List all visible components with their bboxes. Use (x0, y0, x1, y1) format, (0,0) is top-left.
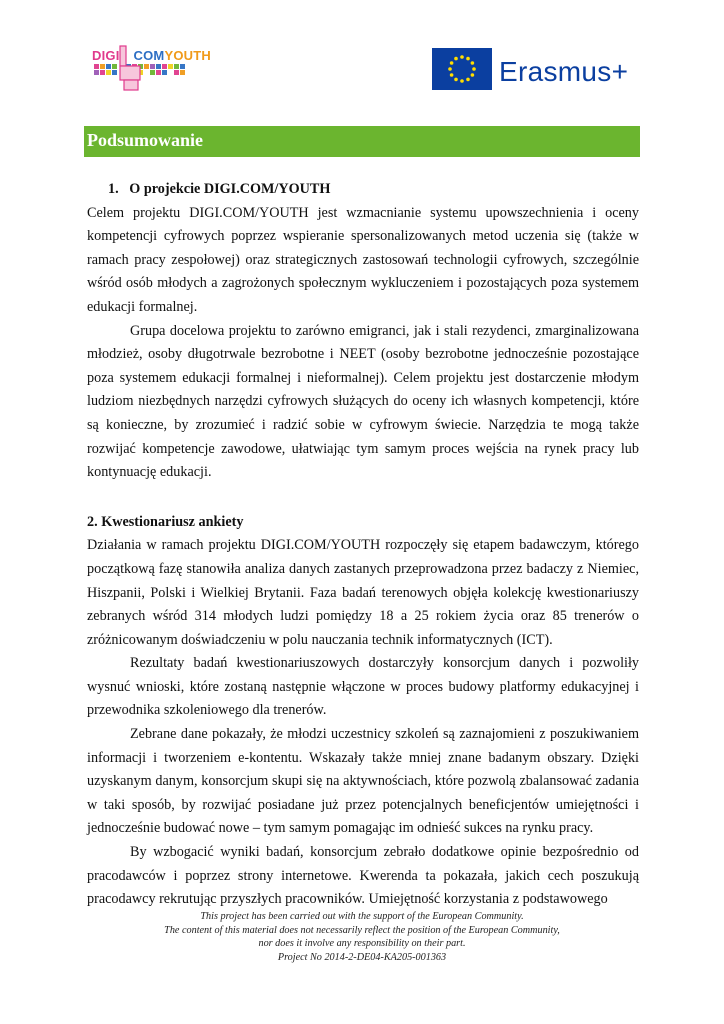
section-1-paragraph-1: Celem projektu DIGI.COM/YOUTH jest wzmacnianie systemu upowszechnienia i oceny kompetencji cyfrowych poprzez wspieranie spersonalizowanych metod uczenia się (także w ramach pracy zespołowej) oraz strategicznych zastosowań technologii cyfrowych, szczególnie wśród osób młodych a zagrożonych społecznym wykluczeniem i pozostających poza systemem edukacji formalnej. (87, 204, 639, 315)
footer-line-3: nor does it involve any responsibility on their part. (258, 938, 466, 950)
eu-flag-icon (432, 48, 492, 90)
document-body (87, 178, 639, 912)
section-title-bar (84, 126, 640, 157)
page-footer (84, 910, 640, 964)
footer-line-1: This project has been carried out with the support of the European Community. (200, 911, 524, 922)
digicomyouth-logo (92, 42, 211, 94)
section-2-paragraph-1: Działania w ramach projektu DIGI.COM/YOUTH rozpoczęły się etapem badawczym, którego początkową fazę stanowiła analiza danych zastanych przeprowadzona przez badaczy z Niemiec, Hiszpanii, Polski i Wielkiej Brytanii. Faza badań terenowych objęła kolekcję kwestionariuszy zebranych wśród 314 młodych ludzi pomiędzy 18 a 25 rokiem życia oraz 85 trenerów o zróżnicowanym doświadczeniu w polu nauczania technik informatycznych (ICT). (87, 537, 639, 648)
project-logo-text: DIGI COMYOUTH (92, 48, 211, 63)
footer-line-2: The content of this material does not necessarily reflect the position of the European Community, (164, 924, 560, 936)
section-2-paragraph-4: By wzbogacić wyniki badań, konsorcjum zebrało dodatkowe opinie bezpośrednio od pracodawców i poprzez strony internetowe. Kwerenda ta pokazała, jakich cech poszukują pracodawcy rekrutując przyszłych pracowników. Umiejętność korzystania z podstawowego (87, 844, 639, 908)
section-2-paragraph-3: Zebrane dane pokazały, że młodzi uczestnicy szkoleń są zaznajomieni z poszukiwaniem informacji i tworzeniem e-kontentu. Wskazały także mniej znane badanym obszary. Dzięki uzyskanym danym, konsorcjum skupi się na aktywnościach, które pozwolą zbalansować zadania w taki sposób, by rozwijać posiadane już przez potencjalnych beneficjentów umiejętności i jednocześnie budować nowe – tym samym pomagając im odnieść sukces na rynku pracy. (87, 726, 639, 837)
section-2-heading: 2. Kwestionariusz ankiety (87, 513, 244, 530)
erasmus-plus-logo (432, 48, 632, 92)
section-1-paragraph-2: Grupa docelowa projektu to zarówno emigranci, jak i stali rezydenci, zmarginalizowana młodzież, osoby długotrwale bezrobotne i NEET (osoby bezrobotne jednocześnie pozostające poza systemem edukacji formalnej i nieformalnej). Celem projektu jest dostarczenie młodym ludziom niezbędnych narzędzi cyfrowych służących do oceny ich własnych kompetencji, które są konieczne, by zrozumieć i radzić sobie w cyfrowym świecie. Narzędzia te mogą także rozwijać kompetencje zawodowe, ułatwiając tym samym proces wejścia na rynek pracy lub kontynuację edukacji. (87, 322, 639, 481)
erasmus-plus-text: Erasmus+ (499, 56, 629, 87)
section-2-paragraph-2: Rezultaty badań kwestionariuszowych dostarczyły konsorcjum danych i pozwoliły wysnuć wnioski, które zostaną następnie włączone w proces budowy platformy edukacyjnej i przewodnika szkoleniowego dla trenerów. (87, 655, 639, 719)
section-1-heading: 1. O projekcie DIGI.COM/YOUTH (108, 181, 331, 197)
footer-project-number: Project No 2014-2-DE04-KA205-001363 (277, 951, 447, 963)
page-title: Podsumowanie (87, 130, 204, 150)
